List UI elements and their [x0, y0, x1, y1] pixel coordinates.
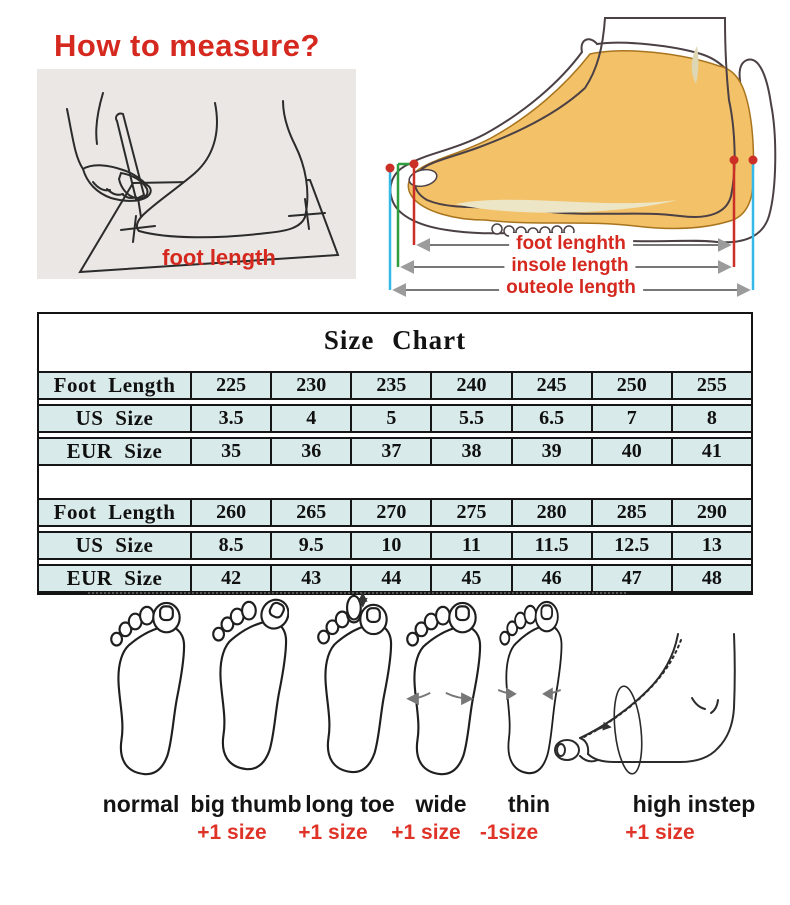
table-cell: 285: [591, 498, 673, 527]
table-cell: 11.5: [511, 531, 593, 560]
foot-type-label-wide: wide: [415, 791, 467, 817]
table-cell: 9.5: [270, 531, 352, 560]
outsole-length-label: outeole length: [499, 277, 643, 298]
table-cell: 260: [190, 498, 272, 527]
table-cell: 47: [591, 564, 673, 593]
table-cell: 225: [190, 371, 272, 400]
table-cell: 245: [511, 371, 593, 400]
row-header-cell: Foot Length: [37, 498, 192, 527]
table-cell: 35: [190, 437, 272, 466]
table-cell: 3.5: [190, 404, 272, 433]
table-cell: 48: [671, 564, 753, 593]
table-cell: 38: [430, 437, 512, 466]
row-header-cell: EUR Size: [37, 437, 192, 466]
table-cell: 4: [270, 404, 352, 433]
size-adjust-big-thumb: +1 size: [197, 821, 267, 844]
table-cell: 290: [671, 498, 753, 527]
row-header-cell: US Size: [37, 531, 192, 560]
table-cell: 8.5: [190, 531, 272, 560]
foot-tracing-illustration: [37, 69, 356, 279]
foot-normal-illustration: [99, 601, 187, 777]
instep-dotted-line: [582, 640, 681, 738]
table-cell: 6.5: [511, 404, 593, 433]
table-cell: 265: [270, 498, 352, 527]
foot-long-toe-illustration: [306, 591, 394, 775]
table-cell: 43: [270, 564, 352, 593]
size-chart-table-1: [37, 371, 753, 466]
size-adjust-thin: -1size: [479, 821, 539, 844]
size-chart: [37, 312, 753, 595]
table-cell: 5.5: [430, 404, 512, 433]
foot-type-label-normal: normal: [102, 791, 180, 817]
row-header-cell: EUR Size: [37, 564, 192, 593]
size-chart-title: Size Chart: [323, 325, 467, 355]
ankle-ticks: [692, 698, 718, 713]
table-cell: 39: [511, 437, 593, 466]
table-cell: 250: [591, 371, 673, 400]
table-cell: 40: [591, 437, 673, 466]
table-cell: 13: [671, 531, 753, 560]
trace-label: foot length: [162, 245, 276, 270]
table-cell: 5: [350, 404, 432, 433]
foot-type-label-long-toe: long toe: [305, 791, 395, 817]
table-cell: 270: [350, 498, 432, 527]
table-cell: 10: [350, 531, 432, 560]
table-row: [37, 498, 753, 527]
size-adjust-high-instep: +1 size: [625, 821, 695, 844]
page-title: How to measure?: [54, 28, 320, 63]
foot-type-label-high-instep: high instep: [632, 791, 756, 817]
shoe-cross-section-illustration: [385, 12, 787, 304]
table-cell: 255: [671, 371, 753, 400]
table-cell: 42: [190, 564, 272, 593]
table-row: [37, 564, 753, 593]
row-header-cell: US Size: [37, 404, 192, 433]
insole: [408, 51, 753, 229]
foot-type-label-thin: thin: [507, 791, 551, 817]
size-adjust-wide: +1 size: [391, 821, 461, 844]
foot-wide-illustration: [395, 601, 483, 777]
size-adjust-long-toe: +1 size: [298, 821, 368, 844]
instep-arrow: [594, 727, 610, 732]
table-cell: 41: [671, 437, 753, 466]
table-cell: 36: [270, 437, 352, 466]
foot-big-thumb-illustration: [201, 596, 289, 772]
table-cell: 45: [430, 564, 512, 593]
table-row: [37, 531, 753, 560]
table-cell: 11: [430, 531, 512, 560]
foot-high-instep-illustration: [550, 630, 746, 782]
table-cell: 46: [511, 564, 593, 593]
table-cell: 275: [430, 498, 512, 527]
foot-length-label: foot lenghth: [509, 233, 633, 254]
table-cell: 44: [350, 564, 432, 593]
table-cell: 280: [511, 498, 593, 527]
table-cell: 12.5: [591, 531, 673, 560]
foot-type-label-big-thumb: big thumb: [190, 791, 302, 817]
table-cell: 240: [430, 371, 512, 400]
wrist-lines: [67, 93, 103, 169]
table-row: [37, 437, 753, 466]
insole-length-label: insole length: [504, 255, 635, 276]
row-header-cell: Foot Length: [37, 371, 192, 400]
table-cell: 235: [350, 371, 432, 400]
table-cell: 37: [350, 437, 432, 466]
table-cell: 8: [671, 404, 753, 433]
table-cell: 230: [270, 371, 352, 400]
table-row: [37, 404, 753, 433]
size-chart-table-2: [37, 498, 753, 593]
table-cell: 7: [591, 404, 673, 433]
table-row: [37, 371, 753, 400]
